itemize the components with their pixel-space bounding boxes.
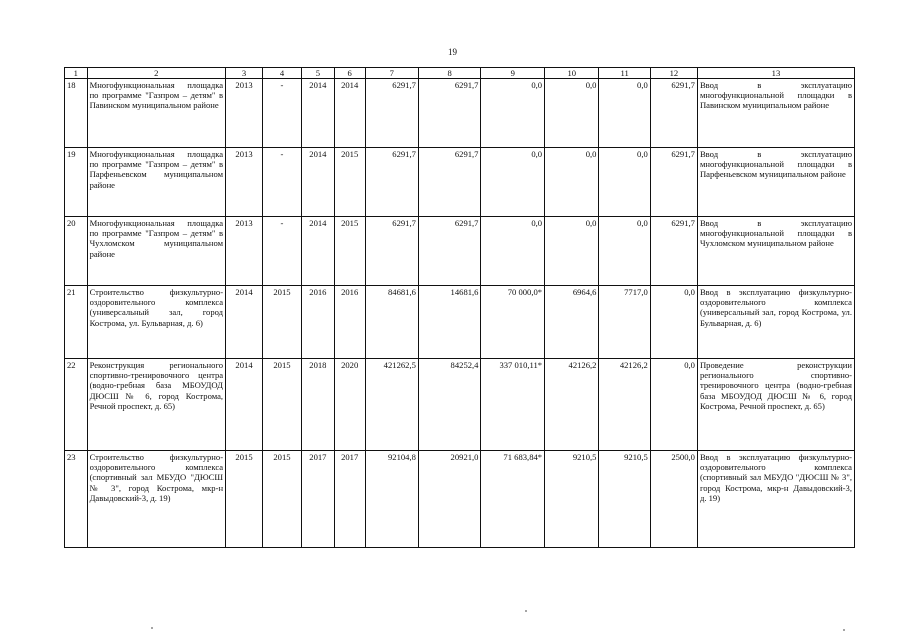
amount-cell: 2500,0 bbox=[650, 451, 697, 548]
year-cell: 2014 bbox=[334, 79, 365, 148]
amount-cell: 20921,0 bbox=[418, 451, 481, 548]
header-cell: 9 bbox=[481, 68, 545, 79]
amount-cell: 0,0 bbox=[650, 286, 697, 359]
year-cell: 2014 bbox=[226, 286, 263, 359]
amount-cell: 0,0 bbox=[545, 79, 599, 148]
header-cell: 5 bbox=[301, 68, 334, 79]
amount-cell: 6291,7 bbox=[418, 148, 481, 217]
header-row bbox=[65, 68, 855, 79]
header-cell: 11 bbox=[599, 68, 650, 79]
amount-cell: 84681,6 bbox=[365, 286, 418, 359]
result-description: Проведение реконструкции регионального спортивно-тренировочного центра (водно-гребная база МБОУДОД ДЮСШ № 6, город Кострома, Речной проспект, д. 65) bbox=[697, 359, 854, 451]
amount-cell: 6291,7 bbox=[650, 148, 697, 217]
year-cell: 2014 bbox=[301, 79, 334, 148]
object-name: Многофункциональная площадка по программе "Газпром – детям" в Павинском муниципальном районе bbox=[87, 79, 226, 148]
amount-cell: 71 683,84* bbox=[481, 451, 545, 548]
header-cell: 6 bbox=[334, 68, 365, 79]
year-cell: 2015 bbox=[226, 451, 263, 548]
amount-cell: 84252,4 bbox=[418, 359, 481, 451]
header-cell: 13 bbox=[697, 68, 854, 79]
amount-cell: 92104,8 bbox=[365, 451, 418, 548]
scan-speck bbox=[151, 627, 153, 629]
year-cell: 2016 bbox=[334, 286, 365, 359]
year-cell: - bbox=[262, 79, 301, 148]
table-row bbox=[65, 451, 855, 548]
year-cell: 2015 bbox=[262, 359, 301, 451]
year-cell: 2016 bbox=[301, 286, 334, 359]
header-cell: 8 bbox=[418, 68, 481, 79]
amount-cell: 0,0 bbox=[481, 217, 545, 286]
amount-cell: 0,0 bbox=[545, 217, 599, 286]
header-cell: 10 bbox=[545, 68, 599, 79]
year-cell: 2013 bbox=[226, 79, 263, 148]
year-cell: 2014 bbox=[226, 359, 263, 451]
result-description: Ввод в эксплуатацию многофункциональной площадки в Парфеньевском муниципальном районе bbox=[697, 148, 854, 217]
header-cell: 1 bbox=[65, 68, 88, 79]
header-cell: 3 bbox=[226, 68, 263, 79]
year-cell: 2017 bbox=[334, 451, 365, 548]
result-description: Ввод в эксплуатацию многофункциональной площадки в Павинском муниципальном районе bbox=[697, 79, 854, 148]
object-name: Реконструкция регионального спортивно-тренировочного центра (водно-гребная база МБОУДОД ДЮСШ № 6, город Кострома, Речной проспект, д. 65) bbox=[87, 359, 226, 451]
year-cell: 2018 bbox=[301, 359, 334, 451]
amount-cell: 0,0 bbox=[599, 148, 650, 217]
table-row bbox=[65, 359, 855, 451]
row-number: 21 bbox=[65, 286, 88, 359]
year-cell: 2014 bbox=[301, 217, 334, 286]
header-cell: 12 bbox=[650, 68, 697, 79]
object-name: Строительство физкультурно-оздоровительного комплекса (спортивный зал МБУДО "ДЮСШ № 3", город Кострома, мкр-н Давыдовский-3, д. 19) bbox=[87, 451, 226, 548]
row-number: 19 bbox=[65, 148, 88, 217]
table-row bbox=[65, 79, 855, 148]
year-cell: - bbox=[262, 217, 301, 286]
table-row bbox=[65, 286, 855, 359]
amount-cell: 14681,6 bbox=[418, 286, 481, 359]
amount-cell: 6964,6 bbox=[545, 286, 599, 359]
row-number: 20 bbox=[65, 217, 88, 286]
row-number: 23 bbox=[65, 451, 88, 548]
year-cell: 2013 bbox=[226, 148, 263, 217]
row-number: 22 bbox=[65, 359, 88, 451]
object-name: Строительство физкультурно-оздоровительного комплекса (универсальный зал, город Кострома, ул. Бульварная, д. 6) bbox=[87, 286, 226, 359]
amount-cell: 0,0 bbox=[481, 79, 545, 148]
year-cell: 2017 bbox=[301, 451, 334, 548]
table-row bbox=[65, 217, 855, 286]
scan-speck bbox=[843, 629, 845, 631]
amount-cell: 6291,7 bbox=[365, 79, 418, 148]
amount-cell: 421262,5 bbox=[365, 359, 418, 451]
amount-cell: 6291,7 bbox=[650, 79, 697, 148]
year-cell: 2015 bbox=[262, 286, 301, 359]
result-description: Ввод в эксплуатацию физкультурно-оздоровительного комплекса (универсальный зал, город Кострома, ул. Бульварная, д. 6) bbox=[697, 286, 854, 359]
amount-cell: 0,0 bbox=[481, 148, 545, 217]
year-cell: 2015 bbox=[334, 148, 365, 217]
program-table bbox=[64, 67, 855, 548]
amount-cell: 0,0 bbox=[599, 79, 650, 148]
amount-cell: 70 000,0* bbox=[481, 286, 545, 359]
amount-cell: 9210,5 bbox=[599, 451, 650, 548]
amount-cell: 6291,7 bbox=[365, 217, 418, 286]
result-description: Ввод в эксплуатацию физкультурно-оздоровительного комплекса (спортивный зал МБУДО "ДЮСШ № 3", город Кострома, мкр-н Давыдовский-3, д. 19) bbox=[697, 451, 854, 548]
amount-cell: 9210,5 bbox=[545, 451, 599, 548]
amount-cell: 6291,7 bbox=[365, 148, 418, 217]
amount-cell: 42126,2 bbox=[599, 359, 650, 451]
object-name: Многофункциональная площадка по программе "Газпром – детям" в Чухломском муниципальном районе bbox=[87, 217, 226, 286]
amount-cell: 6291,7 bbox=[418, 217, 481, 286]
header-cell: 2 bbox=[87, 68, 226, 79]
result-description: Ввод в эксплуатацию многофункциональной площадки в Чухломском муниципальном районе bbox=[697, 217, 854, 286]
year-cell: - bbox=[262, 148, 301, 217]
amount-cell: 42126,2 bbox=[545, 359, 599, 451]
table-row bbox=[65, 148, 855, 217]
amount-cell: 0,0 bbox=[545, 148, 599, 217]
header-cell: 7 bbox=[365, 68, 418, 79]
amount-cell: 6291,7 bbox=[418, 79, 481, 148]
object-name: Многофункциональная площадка по программе "Газпром – детям" в Парфеньевском муниципальном районе bbox=[87, 148, 226, 217]
amount-cell: 0,0 bbox=[650, 359, 697, 451]
amount-cell: 337 010,11* bbox=[481, 359, 545, 451]
year-cell: 2015 bbox=[334, 217, 365, 286]
year-cell: 2020 bbox=[334, 359, 365, 451]
amount-cell: 6291,7 bbox=[650, 217, 697, 286]
page-number: 19 bbox=[448, 47, 457, 57]
header-cell: 4 bbox=[262, 68, 301, 79]
year-cell: 2013 bbox=[226, 217, 263, 286]
year-cell: 2015 bbox=[262, 451, 301, 548]
amount-cell: 0,0 bbox=[599, 217, 650, 286]
amount-cell: 7717,0 bbox=[599, 286, 650, 359]
scan-speck bbox=[525, 610, 527, 612]
year-cell: 2014 bbox=[301, 148, 334, 217]
row-number: 18 bbox=[65, 79, 88, 148]
